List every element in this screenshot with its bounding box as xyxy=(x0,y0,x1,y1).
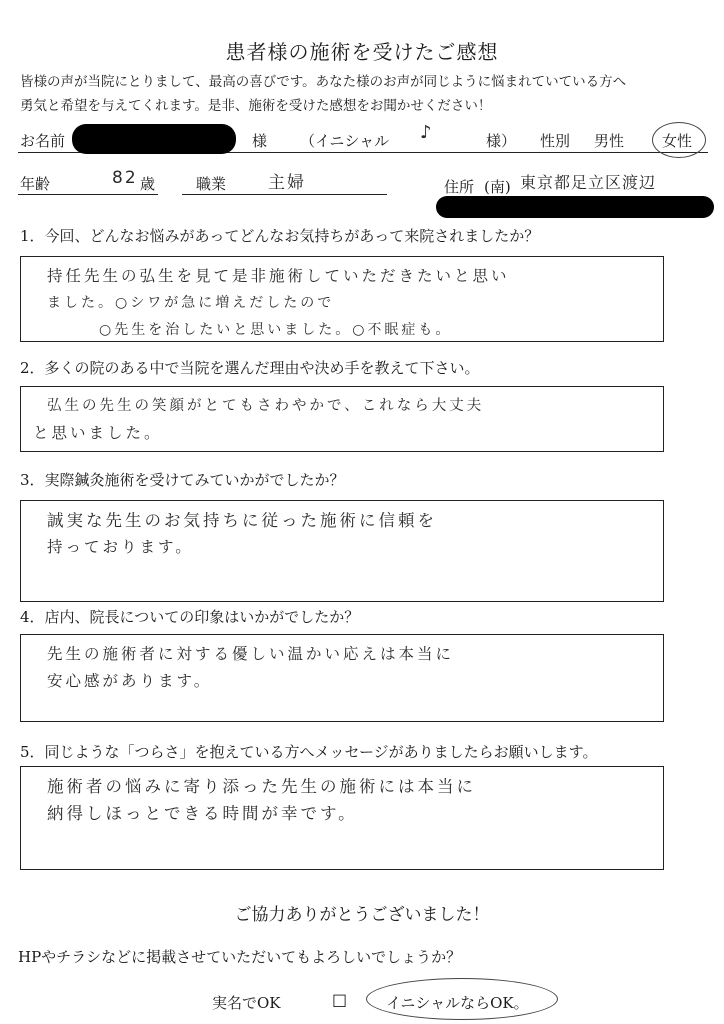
address-label: 住所 xyxy=(444,178,475,196)
age-unit: 歳 xyxy=(140,175,156,193)
answer-2-line-1: 弘生の先生の笑顔がとてもさわやかで、これなら大丈夫 xyxy=(47,398,485,414)
address-value: 東京都足立区渡辺 xyxy=(520,173,657,192)
answer-1-line-2: ました。○シワが急に増えだしたので xyxy=(47,295,335,311)
answer-box-5 xyxy=(20,766,664,870)
real-name-option[interactable]: 実名でOK xyxy=(212,994,281,1012)
sama-label-1: 様 xyxy=(252,132,268,150)
initial-ok-option[interactable]: イニシャルならOK。 xyxy=(386,994,529,1012)
answer-1-line-3: ○先生を治したいと思いました。○不眠症も。 xyxy=(99,322,453,338)
answer-1-line-1: 持任先生の弘生を見て是非施術していただきたいと思い xyxy=(47,267,510,285)
answer-4-line-1: 先生の施術者に対する優しい温かい応えは本当に xyxy=(47,645,455,663)
intro-line-1: 皆様の声が当院にとりまして、最高の喜びです。あなた様のお声が同じように悩まれていている方へ xyxy=(20,74,627,90)
answer-4-line-2: 安心感があります。 xyxy=(47,672,213,690)
question-2: 2．多くの院のある中で当院を選んだ理由や決め手を教えて下さい。 xyxy=(20,359,480,377)
gender-male-option[interactable]: 男性 xyxy=(594,132,625,150)
answer-2-line-2: と思いました。 xyxy=(33,424,163,442)
sama-label-2: 様） xyxy=(486,132,517,150)
initial-value: ♪ xyxy=(420,122,434,143)
gender-female-option[interactable]: 女性 xyxy=(662,132,693,150)
answer-3-line-2: 持っております。 xyxy=(47,538,194,556)
job-label: 職業 xyxy=(196,175,227,193)
answer-box-2 xyxy=(20,386,664,452)
job-underline xyxy=(182,194,387,195)
hp-question: HPやチラシなどに掲載させていただいてもよろしいでしょうか？ xyxy=(18,948,462,966)
address-redaction xyxy=(436,196,714,218)
page-title: 患者様の施術を受けたご感想 xyxy=(225,40,499,64)
name-label: お名前 xyxy=(20,132,66,150)
answer-3-line-1: 誠実な先生のお気持ちに従った施術に信頼を xyxy=(47,511,437,530)
checkbox-icon[interactable]: □ xyxy=(332,990,348,1009)
age-value: 82 xyxy=(112,168,138,188)
address-prefix: (南) xyxy=(484,178,511,196)
initial-label: （イニシャル xyxy=(300,132,390,150)
thanks-message: ご協力ありがとうございました！ xyxy=(234,905,490,925)
answer-box-4 xyxy=(20,634,664,722)
question-5: 5．同じような「つらさ」を抱えている方へメッセージがありましたらお願いします。 xyxy=(20,743,598,761)
answer-box-1 xyxy=(20,256,664,342)
job-value: 主婦 xyxy=(268,173,306,193)
gender-label: 性別 xyxy=(540,132,571,150)
intro-line-2: 勇気と希望を与えてくれます。是非、施術を受けた感想をお聞かせください！ xyxy=(20,98,492,114)
age-label: 年齢 xyxy=(20,175,51,193)
question-1: 1．今回、どんなお悩みがあってどんなお気持ちがあって来院されましたか？ xyxy=(20,227,540,245)
age-underline xyxy=(18,194,158,195)
name-redaction xyxy=(72,124,236,154)
question-3: 3．実際鍼灸施術を受けてみていかがでしたか？ xyxy=(20,471,345,489)
question-4: 4．店内、院長についての印象はいかがでしたか？ xyxy=(20,608,360,626)
answer-box-3 xyxy=(20,500,664,602)
answer-5-line-2: 納得しほっとできる時間が幸です。 xyxy=(47,804,358,823)
answer-5-line-1: 施術者の悩みに寄り添った先生の施術には本当に xyxy=(47,777,476,796)
